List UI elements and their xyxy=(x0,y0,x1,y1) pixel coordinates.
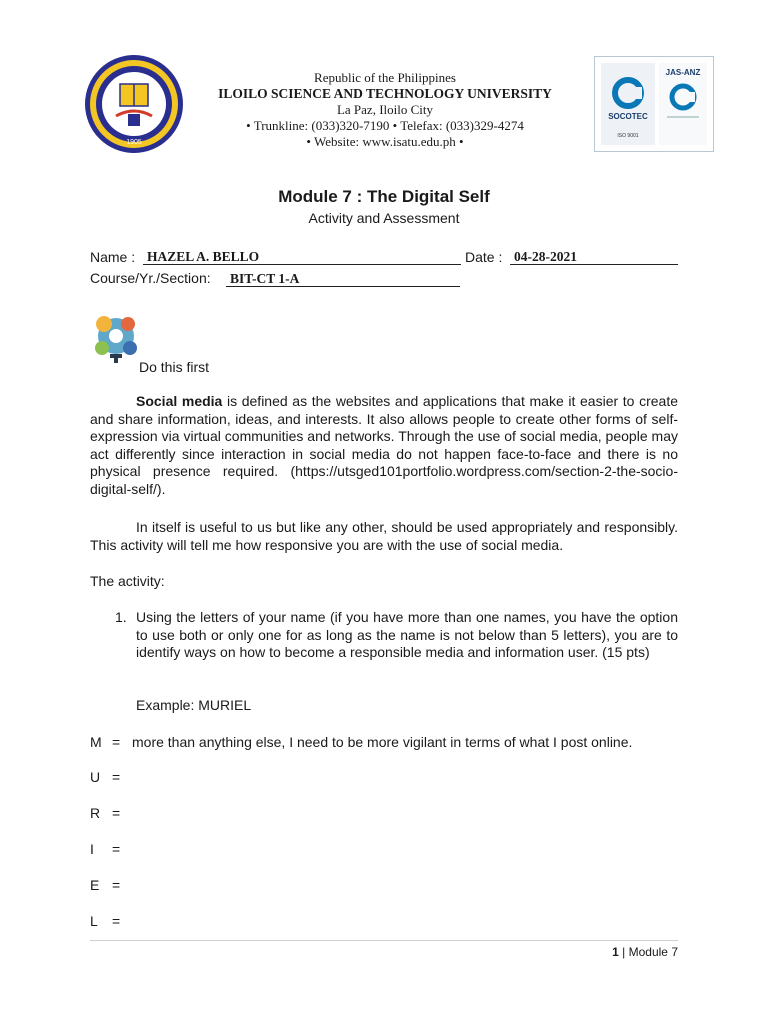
acrostic-letter: I xyxy=(90,841,94,857)
page-number: 1 xyxy=(612,945,619,959)
acrostic-equals: = xyxy=(112,734,121,750)
instruction-text: Using the letters of your name (if you have more than one names, you have the option to use both or only one for as long as the name is not below than 5 letters), you are to identify ways on how to become a responsible media and information user. (15 pts) xyxy=(136,609,678,660)
cert-right-name: JAS-ANZ xyxy=(665,68,701,77)
activity-label: The activity: xyxy=(90,573,165,589)
acrostic-equals: = xyxy=(112,841,121,857)
republic-line: Republic of the Philippines xyxy=(314,70,456,85)
contact-line: • Trunkline: (033)320-7190 • Telefax: (033)329-4274 xyxy=(246,118,524,133)
section-heading: Do this first xyxy=(139,359,210,375)
instruction-number: 1. xyxy=(115,609,127,625)
footer-separator: | xyxy=(618,945,629,959)
acrostic-letter: M xyxy=(90,734,102,750)
course-field[interactable]: BIT-CT 1-A xyxy=(226,270,460,287)
seal-year: 1905 xyxy=(126,139,142,146)
acrostic-letter: R xyxy=(90,805,101,821)
people-network-icon xyxy=(90,310,142,364)
second-text: In itself is useful to us but like any other, should be used appropriately and responsibly. This activity will tell me how responsive you are with the use of social media. xyxy=(90,519,678,553)
acrostic-answer[interactable]: more than anything else, I need to be more vigilant in terms of what I post online. xyxy=(132,734,633,750)
term-social-media: Social media xyxy=(136,393,223,409)
university-name: ILOILO SCIENCE AND TECHNOLOGY UNIVERSITY xyxy=(218,86,552,101)
university-seal-logo xyxy=(84,54,184,154)
date-field[interactable]: 04-28-2021 xyxy=(510,248,678,265)
second-paragraph xyxy=(90,519,678,554)
acrostic-row xyxy=(90,805,132,821)
page-title: Module 7 : The Digital Self xyxy=(278,187,490,206)
name-field[interactable]: HAZEL A. BELLO xyxy=(143,248,461,265)
acrostic-letter: U xyxy=(90,769,101,785)
letterhead xyxy=(200,70,570,150)
certification-logos xyxy=(594,56,714,152)
acrostic-equals: = xyxy=(112,769,121,785)
acrostic-letter: L xyxy=(90,913,98,929)
location-line: La Paz, Iloilo City xyxy=(336,102,434,117)
cert-left-name: SOCOTEC xyxy=(608,112,648,121)
footer-divider xyxy=(90,940,678,941)
date-label: Date : xyxy=(465,249,503,265)
acrostic-letter: E xyxy=(90,877,100,893)
acrostic-equals: = xyxy=(112,913,121,929)
acrostic-equals: = xyxy=(112,877,121,893)
acrostic-row xyxy=(90,877,132,893)
acrostic-row xyxy=(90,734,632,750)
page-subtitle: Activity and Assessment xyxy=(308,210,460,226)
acrostic-row xyxy=(90,769,132,785)
cert-left-sub: ISO 9001 xyxy=(617,133,639,139)
intro-paragraph xyxy=(90,393,678,498)
name-label: Name : xyxy=(90,249,136,265)
footer-module: Module 7 xyxy=(628,945,678,959)
course-label: Course/Yr./Section: xyxy=(90,270,211,286)
example-label: Example: MURIEL xyxy=(136,697,252,713)
acrostic-equals: = xyxy=(112,805,121,821)
page-footer xyxy=(560,945,678,959)
website-line: • Website: www.isatu.edu.ph • xyxy=(306,134,464,149)
intro-text: is defined as the websites and applications that make it easier to create and share information, ideas, and interests. It also allows people to create other forms of self-expression via virtual communities and networks. Through the use of social media, people may act differently since interaction in social media do not happen face-to-face and there is no physical presence required. (https://utsged101portfolio.wordpress.com/section-2-the-socio-digital-self/). xyxy=(90,393,679,497)
acrostic-row xyxy=(90,913,132,929)
acrostic-row xyxy=(90,841,132,857)
